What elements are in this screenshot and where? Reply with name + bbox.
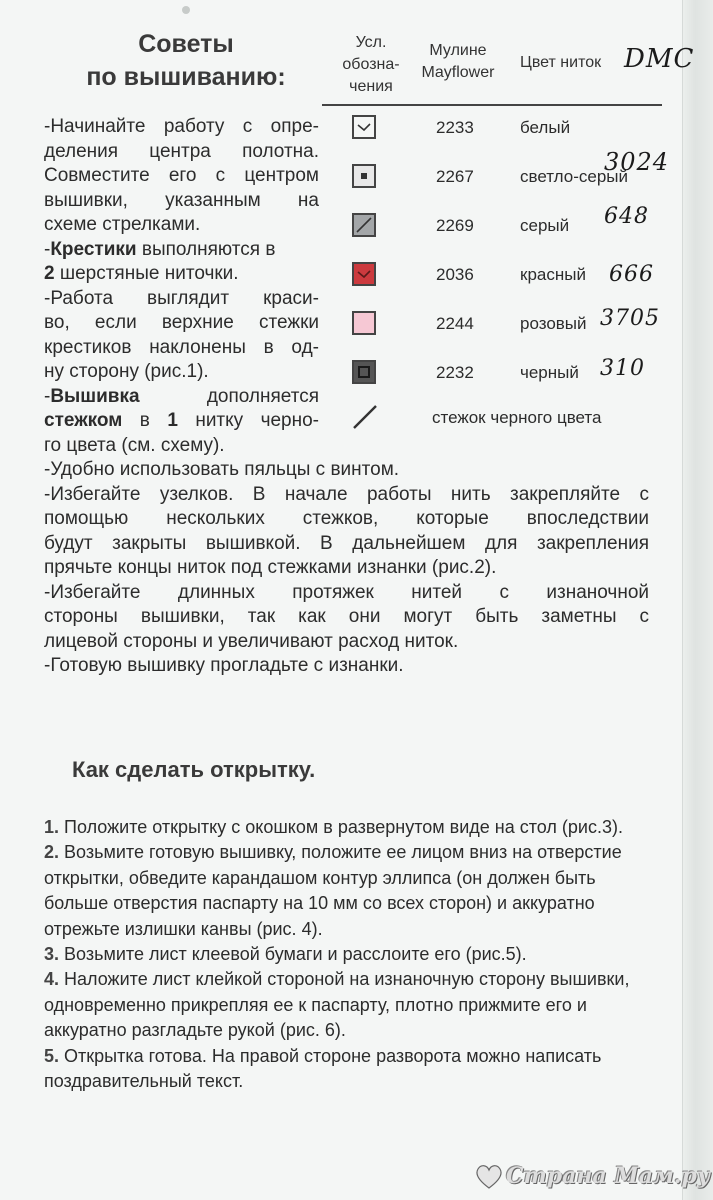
tip-line: Совместите его с центром [44, 165, 319, 186]
mouline-code: 2036 [436, 265, 474, 284]
heart-logo-icon [474, 1162, 504, 1190]
tip-line: лицевой стороны и увеличивают расход ниток. [44, 630, 459, 652]
tip-line: го цвета (см. схему). [44, 434, 225, 456]
legend-header-symbol: Усл. обозна- чения [342, 34, 400, 95]
check-mark-icon [354, 117, 374, 137]
mouline-code: 2244 [436, 314, 474, 333]
color-name: светло-серый [520, 167, 628, 186]
mouline-code: 2267 [436, 167, 474, 186]
tip-line: -Начинайте работу с опре- [44, 116, 319, 137]
symbol-swatch [352, 213, 376, 237]
stitch-note: стежок черного цвета [432, 408, 602, 427]
card-steps [44, 815, 644, 1094]
dmc-number: 310 [600, 356, 645, 381]
tip-line: стороны вышивки, так как они могут быть заметны с [44, 606, 649, 627]
symbol-swatch [352, 262, 376, 286]
center-dot-icon [354, 166, 374, 186]
step-item: 3. Возьмите лист клеевой бумаги и расслоите его (рис.5). [44, 944, 527, 965]
tip-line: -Работа выглядит краси- [44, 287, 319, 309]
symbol-swatch [352, 115, 376, 139]
check-mark-icon [354, 264, 374, 284]
dmc-number: 648 [604, 204, 649, 229]
page-edge [682, 0, 713, 1200]
black-stitch-icon [348, 400, 382, 434]
symbol-swatch [352, 311, 376, 335]
inner-square-icon [354, 362, 374, 382]
tip-line: стежком в 1 нитку черно- [44, 410, 320, 431]
tips-text [44, 115, 649, 679]
watermark-logo: Страна Мам.ру [506, 1163, 711, 1189]
tip-line: помощью нескольких стежков, которые впоследствии [44, 508, 649, 529]
tip-line: прячьте концы ниток под стежками изнанки (рис.2). [44, 557, 497, 578]
header-rule [322, 104, 662, 106]
tip-line: -Удобно использовать пяльцы с винтом. [44, 459, 400, 480]
step-item: 2. Возьмите готовую вышивку, положите ее лицом вниз на отверстие открытки, обведите карандашом контур эллипса (он должен быть больше отверстия паспарту на 10 мм со всех сторон) и аккуратно отрежьте излишки канвы (рис. 4). [44, 842, 622, 939]
mouline-code: 2269 [436, 216, 474, 235]
symbol-swatch [352, 360, 376, 384]
color-name: красный [520, 265, 586, 284]
punch-dot [182, 6, 190, 14]
tips-title: Советы по вышиванию: [86, 30, 286, 91]
tip-line: будут закрыты вышивкой. В дальнейшем для закрепления [44, 532, 649, 554]
tip-line: во, если верхние стежки [44, 312, 319, 333]
tip-line: -Избегайте узелков. В начале работы нить закрепляйте с [44, 483, 649, 505]
tip-line: вышивки, указанным на [44, 189, 319, 211]
color-name: белый [520, 118, 571, 137]
dmc-number: 666 [609, 262, 654, 287]
legend-header-mouline: Мулине Mayflower [421, 42, 495, 81]
tip-line: -Вышивка дополняется [44, 385, 319, 407]
tip-line: схеме стрелками. [44, 214, 201, 235]
tip-line: ну сторону (рис.1). [44, 361, 209, 382]
tip-line: -Избегайте длинных протяжек нитей с изнаночной [44, 581, 649, 603]
color-name: розовый [520, 314, 587, 333]
tip-line: деления центра полотна. [44, 140, 319, 162]
tip-line: 2 шерстяные ниточки. [44, 263, 239, 284]
color-name: серый [520, 216, 570, 235]
mouline-code: 2233 [436, 118, 474, 137]
dmc-handwritten: DMC [624, 44, 695, 74]
color-name: черный [520, 363, 579, 382]
diagonal-line-icon [354, 215, 374, 235]
card-title: Как сделать открытку. [72, 757, 316, 782]
mouline-code: 2232 [436, 363, 474, 382]
dmc-number: 3705 [600, 306, 660, 331]
step-item: 4. Наложите лист клейкой стороной на изнаночную сторону вышивки, одновременно прикрепляя ее к паспарту, плотно прижмите его и аккуратно разгладьте рукой (рис. 6). [44, 969, 630, 1041]
tip-line: крестиков наклонены в од- [44, 336, 319, 358]
tip-line: -Крестики выполняются в [44, 238, 276, 260]
dmc-number: 3024 [604, 148, 670, 176]
legend-header-color: Цвет ниток [520, 54, 602, 71]
symbol-swatch [352, 164, 376, 188]
tip-line: -Готовую вышивку прогладьте с изнанки. [44, 655, 404, 676]
step-item: 5. Открытка готова. На правой стороне разворота можно написать поздравительный текст. [44, 1045, 602, 1092]
step-item: 1. Положите открытку с окошком в развернутом виде на стол (рис.3). [44, 817, 623, 837]
